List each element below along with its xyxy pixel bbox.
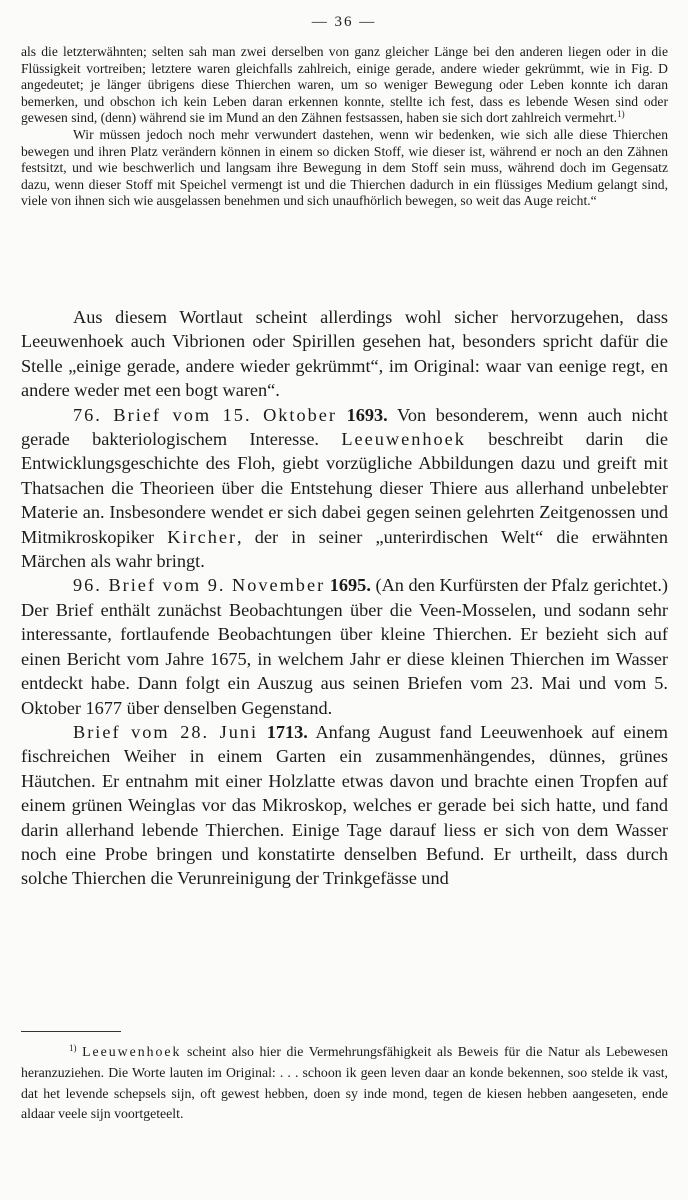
footnote-text: scheint also hier die Vermehrungsfähigkeit als Beweis für die Natur als Lebewesen heranzuziehen. Die Worte lauten im Original: . . . schoon ik geen leven daar an konde bekennen, soo stelde ik vast, dat het levende schepsels sijn, oft gewest hebben, doen sy inde mond, tegen de kiesen hebben aangeseten, ende aldaar veele sijn voortgeteelt.: [21, 1044, 668, 1122]
footnote-reference: 1): [617, 109, 625, 120]
letter-96-year: 1695.: [329, 575, 371, 596]
footnote-divider: [21, 1031, 121, 1032]
letter-1713-year: 1713.: [266, 721, 308, 742]
footnote-mark: 1): [69, 1043, 77, 1053]
paragraph-letter-1713: [21, 720, 668, 891]
letter-76-heading: 76. Brief vom 15. Oktober: [73, 404, 337, 425]
letter-96-text: (An den Kurfürsten der Pfalz gerichtet.) Der Brief enthält zunächst Beobachtungen über die Veen-Mosselen, und sodann sehr interessante, fortlaufende Beobachtungen über kleine Thierchen. Er bezieht sich auf einen Bericht vom Jahre 1675, in welchem Jahr er diese kleinen Thierchen im Wasser entdeckt habe. Dann folgt ein Auszug aus seinen Briefen vom 23. Mai und vom 5. Oktober 1677 über denselben Gegenstand.: [21, 575, 668, 718]
letter-76-text-c: , der in seiner „unterirdischen Welt“ die erwähnten Märchen als wahr bringt.: [21, 526, 669, 572]
quoted-passage: [21, 44, 668, 210]
page-number: — 36 —: [311, 14, 377, 30]
quote-paragraph-1: [21, 44, 668, 127]
letter-1713-text: Anfang August fand Leeuwenhoek auf einem fischreichen Weiher in einem Garten ein zusammenhängendes, dünnes, grünes Häutchen. Er entnahm mit einer Holzlatte etwas davon und brachte einen Tropfen auf einem grünen Weinglas vor das Mikroskop, welches er gerade bei sich hatte, und fand darin allerhand lebende Thierchen. Einige Tage darauf liess er sich von dem Wasser noch eine Probe bringen und konstatirte denselben Befund. Er urtheilt, dass durch solche Thierchen die Verunreinigung der Trinkgefässe und: [21, 721, 668, 889]
letter-76-text-b: beschreibt darin die Entwicklungsgeschichte des Floh, giebt vorzügliche Abbildungen dazu und greift mit Thatsachen die Theorieen über die Entstehung dieser Thiere aus allerhand unbelebter Materie an. Insbesondere wendet er sich dabei gegen seinen gelehrten Zeitgenossen und Mitmikroskopiker: [21, 429, 669, 547]
person-name-kircher: Kircher: [167, 526, 238, 547]
paragraph-1: Aus diesem Wortlaut scheint allerdings wohl sicher hervorzugehen, dass Leeuwenhoek auch Vibrionen oder Spirillen gesehen hat, besonders spricht dafür die Stelle „einige gerade, andere wieder gekrümmt“, im Original: waar van eenige regt, en andere weder met een bogt waren“.: [21, 307, 668, 401]
paragraph-letter-96: [21, 573, 668, 719]
letter-76-year: 1693.: [346, 404, 388, 425]
author-name: Leeuwenhoek: [341, 429, 466, 450]
footnote: [21, 1042, 668, 1125]
quote-paragraph-2: Wir müssen jedoch noch mehr verwundert dastehen, wenn wir bedenken, wie sich alle diese Thierchen bewegen und ihren Platz verändern können in einem so dicken Stoff, wie dieser ist, während er noch an den Zähnen festsitzt, und wie beschwerlich und langsam ihre Bewegung in dem Stoff sein muss, während doch im Gegensatz dazu, wenn dieser Stoff mit Speichel vermengt ist und die Thierchen dadurch in ein flüssiges Medium gelangt sind, viele von ihnen sich wie ausgelassen benehmen und sich unaufhörlich bewegen, so weit das Auge reicht.“: [21, 126, 668, 209]
paragraph-letter-76: [21, 403, 668, 574]
letter-96-heading: 96. Brief vom 9. November: [73, 575, 326, 596]
footnote-author-name: Leeuwenhoek: [82, 1044, 182, 1059]
main-text: [21, 305, 668, 891]
letter-1713-heading: Brief vom 28. Juni: [73, 721, 259, 742]
quote-paragraph-1-text: als die letzterwähnten; selten sah man zwei derselben von ganz gleicher Länge bei den anderen liegen oder in die Flüssigkeit vortreiben; letztere waren gleichfalls zahlreich, einige gerade, andere wieder gekrümmt, wie in Fig. D angedeutet; je länger übrigens diese Thierchen waren, um so weniger Bewegung oder Leben konnte ich daran bemerken, und obschon ich kein Leben daran erkennen konnte, stellte ich fest, dass es lebende Wesen sind oder gewesen sind, (denn) während sie im Mund an den Zähnen festsassen, haben sie sich dort zahlreich vermehrt.: [21, 44, 668, 126]
footnote-paragraph: [21, 1042, 668, 1125]
letter-76-text-a: Von besonderem, wenn auch nicht gerade bakteriologischem Interesse.: [21, 404, 668, 450]
